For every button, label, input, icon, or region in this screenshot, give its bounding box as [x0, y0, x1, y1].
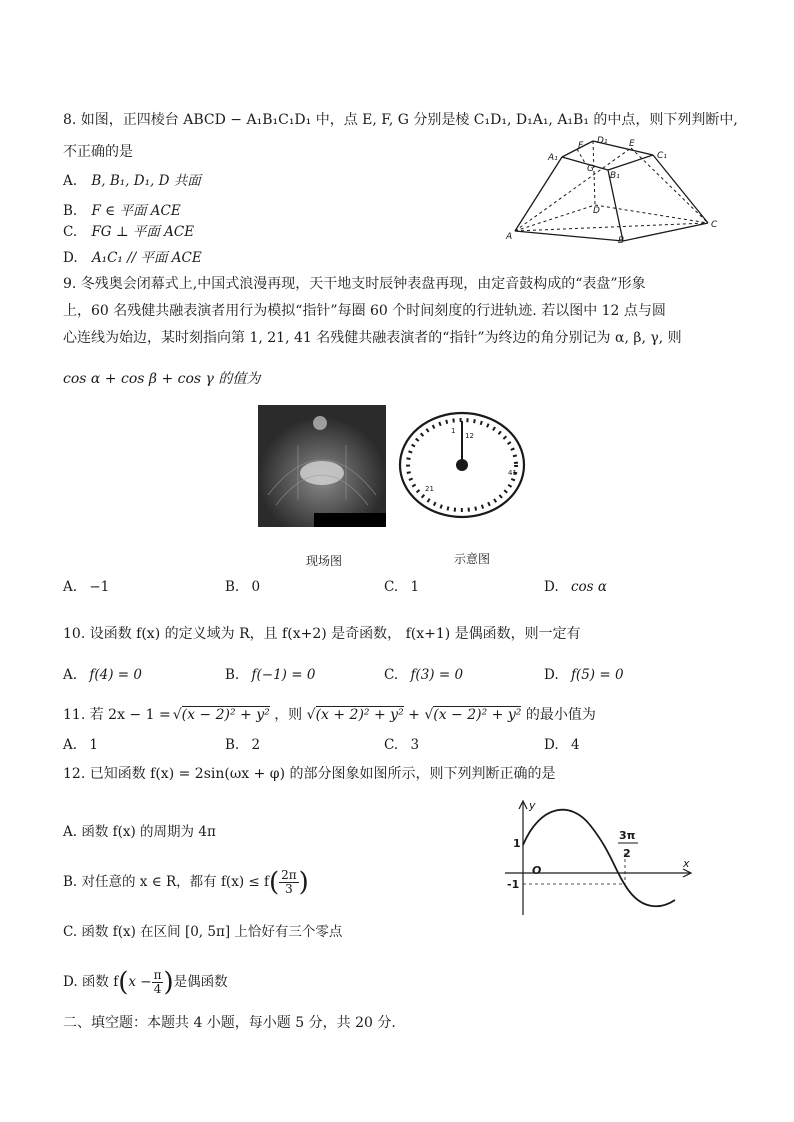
q11-plus: +: [408, 707, 420, 723]
q10-stem: 10. 设函数 f(x) 的定义域为 R，且 f(x+2) 是奇函数， f(x+1) 是偶函数，则一定有: [63, 626, 581, 642]
option-letter: A.: [63, 737, 78, 753]
option-text: A₁C₁ // 平面 ACE: [91, 250, 202, 266]
option-letter: C.: [384, 737, 399, 753]
label-B: B: [618, 236, 625, 245]
q9-option-c[interactable]: [384, 578, 419, 596]
option-text: −1: [89, 579, 110, 595]
option-text: f(4) = 0: [89, 667, 142, 683]
option-text: 0: [251, 579, 261, 595]
option-text: FG ⊥ 平面 ACE: [91, 224, 195, 240]
q11-radicand-2: (x + 2)² + y²: [315, 707, 404, 723]
option-text: f(3) = 0: [410, 667, 464, 683]
graph-label-neg-one: -1: [507, 878, 520, 891]
q8-stem-2: 不正确的是: [63, 144, 133, 160]
q8-option-c[interactable]: [63, 223, 194, 241]
q8-option-d[interactable]: [63, 249, 202, 267]
option-text: f(5) = 0: [570, 667, 624, 683]
option-letter: D.: [544, 737, 559, 753]
label-D: D: [593, 206, 600, 216]
graph-label-one: 1: [513, 837, 521, 850]
q11-option-a[interactable]: [63, 736, 98, 754]
option-letter: B.: [225, 667, 240, 683]
frac-numerator: π: [153, 968, 162, 982]
frustum-figure: [505, 135, 725, 245]
option-letter: B.: [63, 203, 78, 219]
option-letter: D.: [544, 667, 559, 683]
q9-option-a[interactable]: [63, 578, 109, 596]
option-letter: C.: [63, 224, 78, 240]
option-text: cos α: [570, 579, 607, 595]
caption-scene: 现场图: [306, 554, 343, 568]
clock-diagram: [395, 405, 530, 525]
q9-line-1: 9. 冬残奥会闭幕式上,中国式浪漫再现，天干地支时辰钟表盘再现，由定音鼓构成的“表盘”形象: [63, 276, 646, 292]
scene-photo: [258, 405, 386, 527]
q10-option-b[interactable]: [225, 666, 315, 684]
graph-tick-num: 3π: [619, 829, 636, 842]
frac-numerator: 2π: [281, 868, 297, 882]
label-C1: C₁: [657, 151, 667, 161]
label-D1: D₁: [597, 136, 608, 146]
option-text: B, B₁, D₁, D 共面: [91, 173, 201, 189]
q9-line-4: cos α + cos β + cos γ 的值为: [63, 371, 261, 387]
option-letter: B.: [225, 737, 240, 753]
q11-option-c[interactable]: [384, 736, 419, 754]
option-text: B. 对任意的 x ∈ R，都有 f(x) ≤ f: [63, 874, 269, 890]
q9-option-b[interactable]: [225, 578, 260, 596]
graph-label-y: y: [529, 799, 536, 812]
option-letter: A.: [63, 579, 78, 595]
q12-option-c[interactable]: C. 函数 f(x) 在区间 [0, 5π] 上恰好有三个零点: [63, 924, 343, 940]
graph-label-origin: O: [532, 864, 542, 877]
option-text: 2: [251, 737, 261, 753]
q11-stem: 11. 若 2x − 1 = √(x − 2)² + y² ，则 √(x + 2)² + y² + √(x − 2)² + y² 的最小值为: [63, 707, 596, 723]
q10-option-d[interactable]: [544, 666, 624, 684]
label-B1: B₁: [610, 171, 620, 181]
option-text: f(−1) = 0: [251, 667, 316, 683]
q9-option-d[interactable]: [544, 578, 607, 596]
q12-option-b[interactable]: B. 对任意的 x ∈ R，都有 f(x) ≤ f( $\frac{2\pi}{3}$ ): [63, 867, 309, 898]
q11-option-d[interactable]: [544, 736, 580, 754]
option-text-tail: 是偶函数: [173, 974, 228, 990]
label-A: A: [506, 232, 513, 242]
q12-option-d[interactable]: D. 函数 f(x − $\frac{\pi}{4}$ )是偶函数: [63, 967, 228, 998]
clock-label-1: 1: [451, 427, 456, 435]
q12-option-a[interactable]: A. 函数 f(x) 的周期为 4π: [63, 824, 216, 840]
option-letter: D.: [544, 579, 559, 595]
option-letter: D.: [63, 250, 78, 266]
clock-label-12: 12: [465, 432, 474, 440]
option-letter: C.: [384, 579, 399, 595]
graph-label-x: x: [683, 857, 690, 870]
clock-label-21: 21: [425, 485, 434, 493]
option-text: 3: [410, 737, 420, 753]
sine-graph: [495, 795, 700, 920]
option-text: F ∈ 平面 ACE: [91, 203, 181, 219]
option-letter: C.: [384, 667, 399, 683]
label-C: C: [711, 220, 718, 230]
option-text: 1: [89, 737, 98, 753]
option-letter: A.: [63, 667, 78, 683]
q9-line-3: 心连线为始边，某时刻指向第 1, 21, 41 名残健共融表演者的“指针”为终边的角分别记为 α, β, γ, 则: [63, 330, 682, 346]
frac-denominator: 3: [285, 882, 293, 896]
label-A1: A₁: [548, 153, 558, 163]
label-F: F: [578, 141, 584, 151]
option-letter: A.: [63, 173, 78, 189]
q9-line-2: 上，60 名残健共融表演者用行为模拟“指针”每圈 60 个时间刻度的行进轨迹. 若以图中 12 点与圆: [63, 303, 666, 319]
q11-radicand-1: (x − 2)² + y²: [181, 707, 270, 723]
q11-pre: 11. 若 2x − 1 =: [63, 707, 171, 723]
label-G: G: [587, 164, 594, 174]
section-heading: 二、填空题：本题共 4 小题，每小题 5 分，共 20 分.: [63, 1015, 396, 1031]
q10-option-a[interactable]: [63, 666, 142, 684]
graph-tick-den: 2: [623, 847, 631, 860]
option-letter: B.: [225, 579, 240, 595]
option-inner: x −: [128, 974, 152, 990]
q11-post: 的最小值为: [525, 707, 596, 723]
option-text: D. 函数 f: [63, 974, 119, 990]
q12-stem: 12. 已知函数 f(x) = 2sin(ωx + φ) 的部分图象如图所示，则下列判断正确的是: [63, 766, 556, 782]
option-text: 1: [410, 579, 420, 595]
q11-mid: ，则: [274, 707, 303, 723]
clock-label-41: 41: [508, 469, 517, 477]
q8-option-b[interactable]: [63, 202, 181, 220]
q11-option-b[interactable]: [225, 736, 260, 754]
frac-denominator: 4: [153, 982, 162, 996]
q8-stem: 8. 如图，正四棱台 ABCD − A₁B₁C₁D₁ 中，点 E, F, G 分别是棱 C₁D₁, D₁A₁, A₁B₁ 的中点，则下列判断中,: [63, 112, 738, 128]
q11-radicand-3: (x − 2)² + y²: [433, 707, 522, 723]
q8-option-a[interactable]: [63, 172, 201, 190]
option-text: 4: [570, 737, 580, 753]
q10-option-c[interactable]: [384, 666, 463, 684]
caption-diagram: 示意图: [454, 552, 491, 566]
label-E: E: [629, 139, 635, 149]
